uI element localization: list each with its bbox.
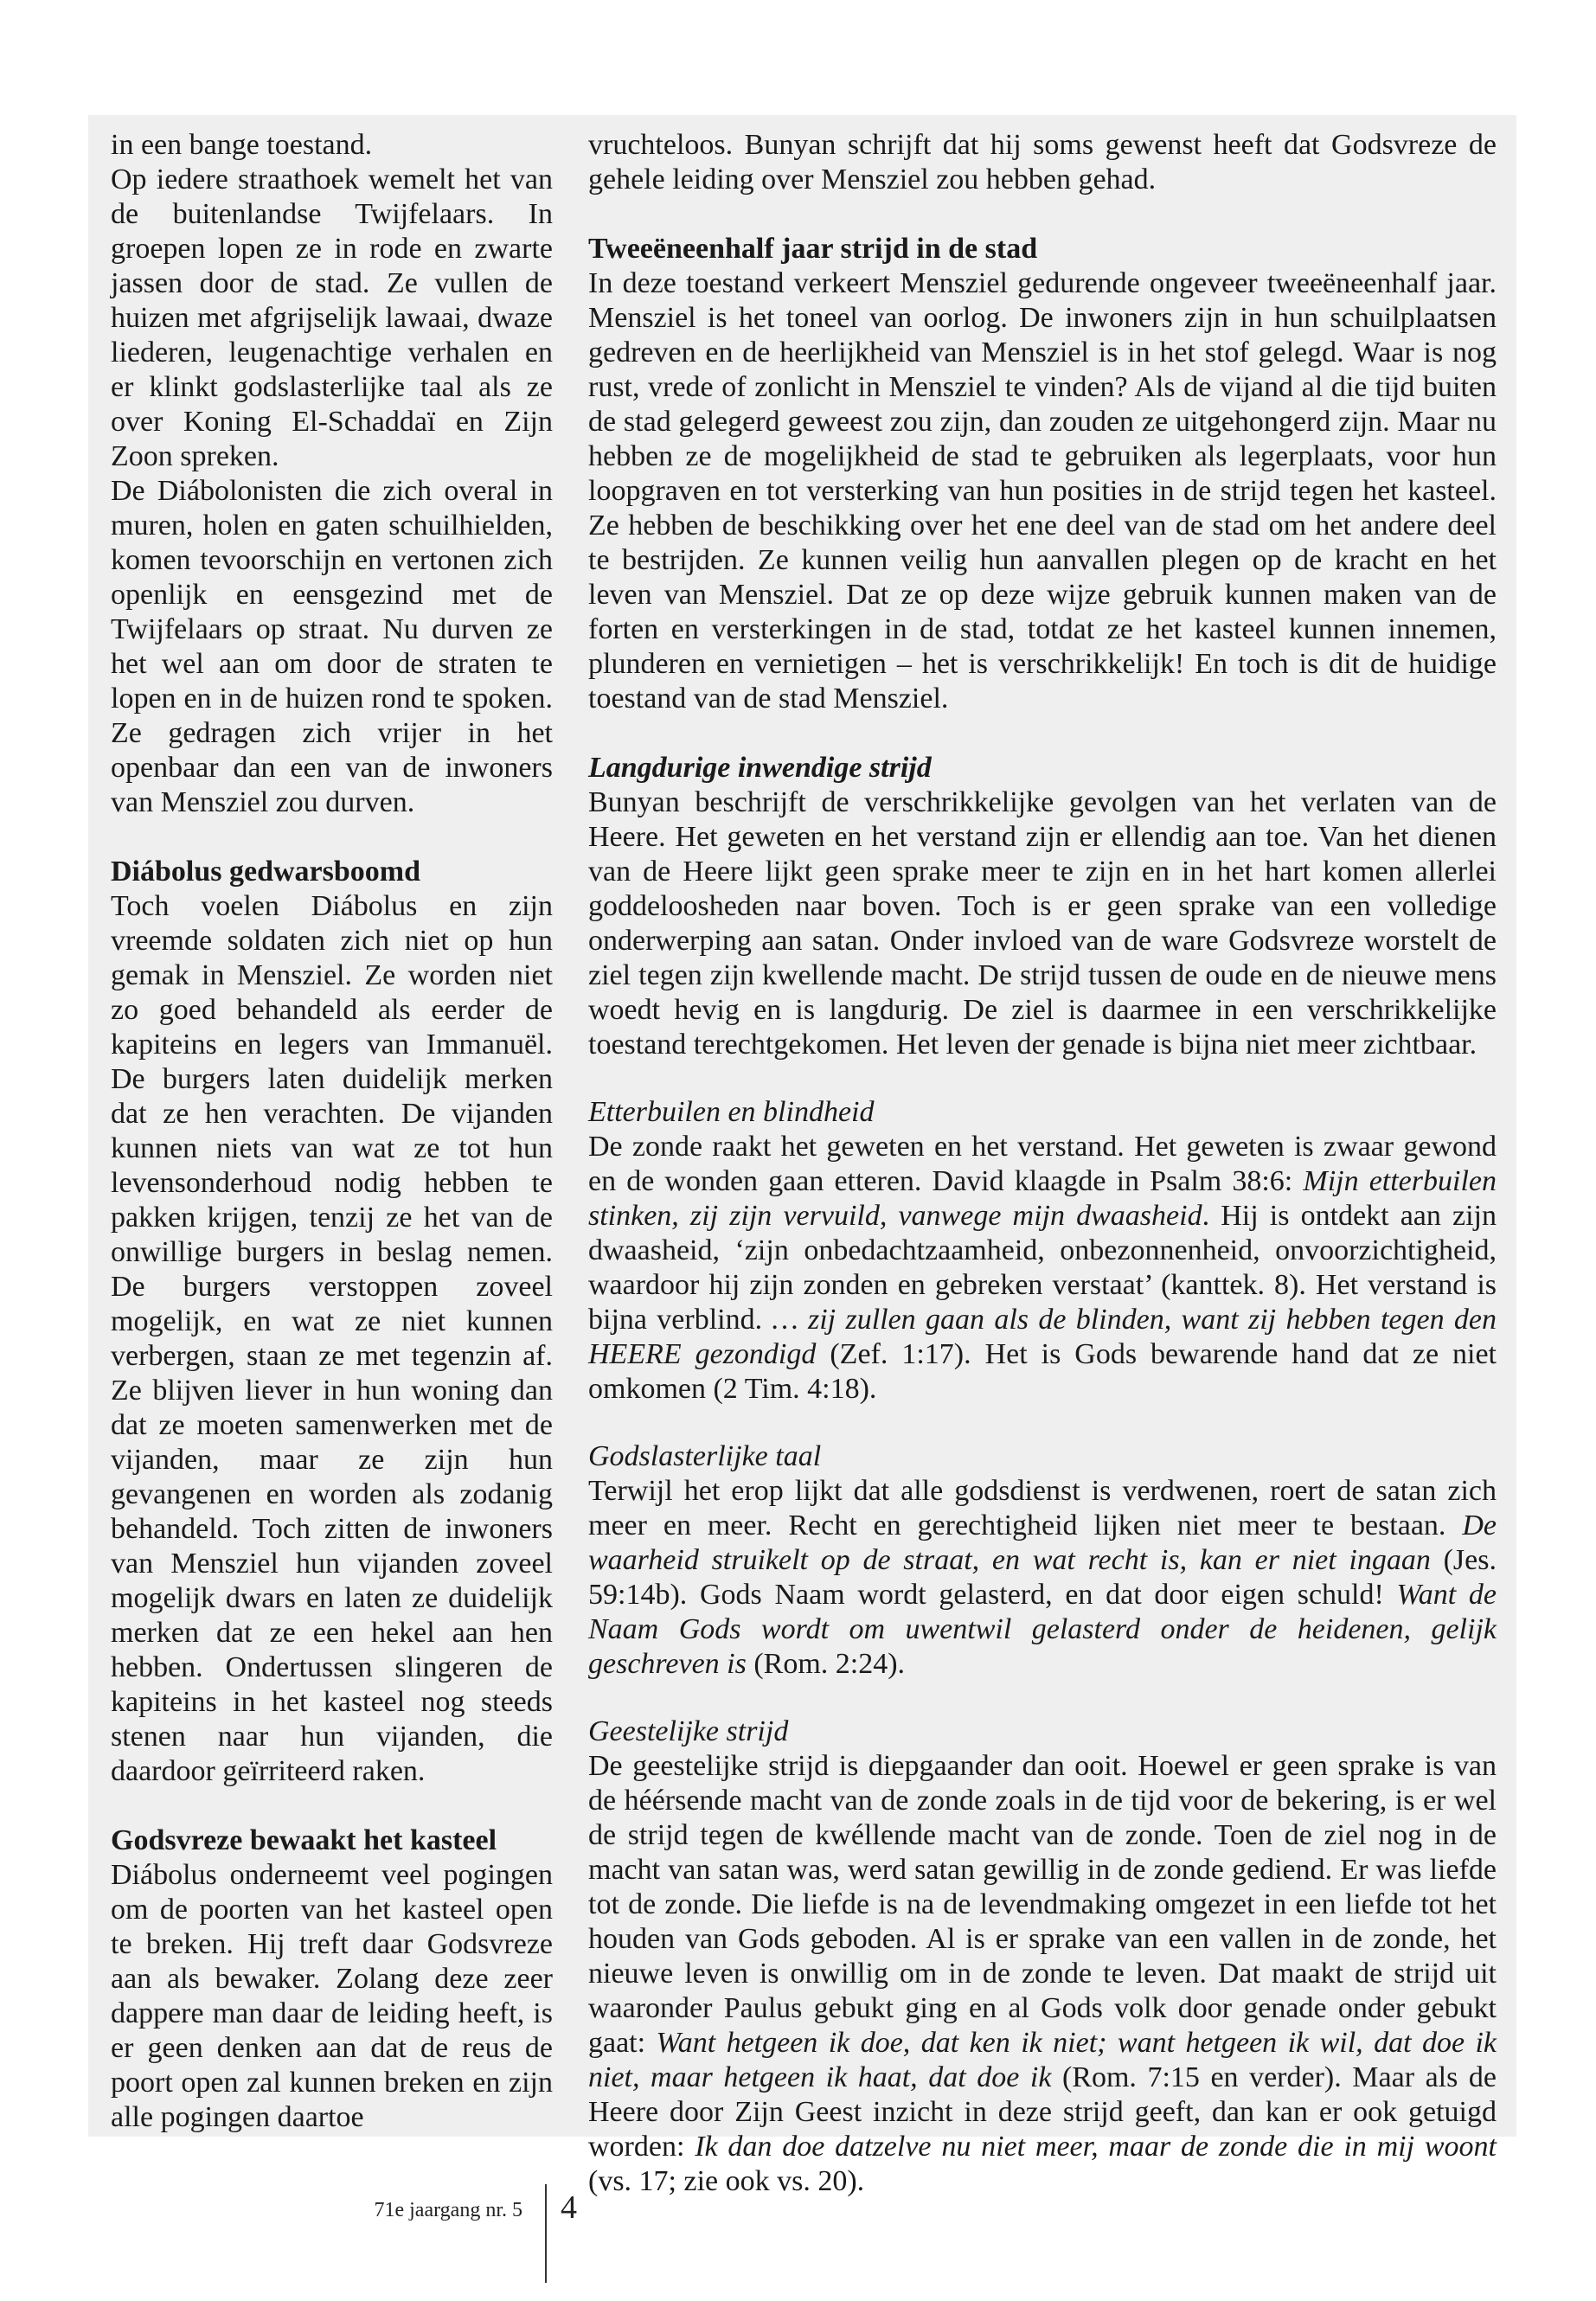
paragraph: [588, 1474, 1497, 1682]
paragraph: [588, 1749, 1497, 2199]
section-heading: Tweeëneenhalf jaar strijd in de stad: [588, 233, 1038, 265]
volume-label: 71e jaargang nr. 5: [374, 2199, 522, 2221]
text-run: Terwijl het erop lijkt dat alle godsdienst is verdwenen, roert de satan zich meer en meer. Recht en gerechtigheid lijken niet meer te bestaan.: [588, 1475, 1497, 1541]
text-run: (vs. 17; zie ook vs. 20).: [588, 2165, 865, 2197]
scripture-quote: Mijn etterbuilen stinken, zij zijn vervuild, vanwege mijn dwaasheid: [588, 1165, 1497, 1232]
scripture-quote: … zij zullen gaan als de blinden, want zij hebben tegen den HEERE gezondigd: [588, 1304, 1497, 1370]
paragraph: De Diábolonisten die zich overal in muren, holen en gaten schuilhielden, komen tevoorschijn en vertonen zich openlijk en eensgezind met de Twijfelaars op straat. Nu durven ze het wel aan om door de straten te lopen en in de huizen rond te spoken. Ze gedragen zich vrijer in het openbaar dan een van de inwoners van Mensziel zou durven.: [111, 475, 553, 818]
right-column: [588, 128, 1497, 2199]
text-run: De geestelijke strijd is diepgaander dan ooit. Hoewel er geen sprake is van de héérsende macht van de zonde zoals in de tijd voor de bekering, is er wel de strijd tegen de kwéllende macht van de zonde. Toen de ziel nog in de macht van satan was, werd satan gewillig in de zonde gediend. Er was liefde tot de zonde. Die liefde is na de levendmaking omgezet in een liefde tot het houden van Gods geboden. Al is er sprake van een vallen in de zonde, het nieuwe leven is onwillig om in de zonde te leven. Dat maakt de strijd uit waaronder Paulus gebukt ging en al Gods volk door genade onder gebukt gaat:: [588, 1750, 1497, 2059]
text-run: . Hij is ontdekt aan zijn dwaasheid, ‘zijn onbedachtzaamheid, onbezonnenheid, onvoorzichtigheid, waardoor hij zijn zonden en gebreken verstaat’ (kanttek. 8). Het verstand is bijna verblind.: [588, 1200, 1497, 1336]
paragraph: in een bange toestand.: [111, 129, 373, 161]
text-run: De zonde raakt het geweten en het verstand. Het geweten is zwaar gewond en de wonden gaan etteren. David klaagde in Psalm 38:6:: [588, 1131, 1497, 1197]
text-run: (Rom. 7:15 en verder). Maar als de Heere door Zijn Geest inzicht in deze strijd geeft, dan kan er ook getuigd worden:: [588, 2061, 1497, 2163]
scripture-quote: Ik dan doe datzelve nu niet meer, maar de zonde die in mij woont: [695, 2131, 1497, 2163]
paragraph: [588, 1130, 1497, 1407]
paragraph: In deze toestand verkeert Mensziel gedurende ongeveer tweeëneenhalf jaar. Mensziel is het toneel van oorlog. De inwoners zijn in hun schuilplaatsen gedreven en de heerlijkheid van Mensziel is in het stof gelegd. Waar is nog rust, vrede of zonlicht in Mensziel te vinden? Als de vijand al die tijd buiten de stad gelegerd geweest zou zijn, dan zouden ze uitgehongerd zijn. Maar nu hebben ze de mogelijkheid de stad te gebruiken als legerplaats, voor hun loopgraven en tot versterking van hun posities in de strijd tegen het kasteel. Ze hebben de beschikking over het ene deel van de stad om het andere deel te bestrijden. Ze kunnen veilig hun aanvallen plegen op de kracht en het leven van Mensziel. Dat ze op deze wijze gebruik kunnen maken van de forten en versterkingen in de stad, totdat ze het kasteel kunnen innemen, plunderen en vernietigen – het is verschrikkelijk! En toch is dit de huidige toestand van de stad Mensziel.: [588, 267, 1497, 715]
section-heading: Godsvreze bewaakt het kasteel: [111, 1824, 497, 1856]
paragraph: Op iedere straathoek wemelt het van de buitenlandse Twijfelaars. In groepen lopen ze in rode en zwarte jassen door de stad. Ze vullen de huizen met afgrijselijk lawaai, dwaze liederen, leugenachtige verhalen en er klinkt godslasterlijke taal als ze over Koning El-Schaddaï en Zijn Zoon spreken.: [111, 163, 553, 472]
left-column: [111, 128, 553, 2135]
paragraph: Toch voelen Diábolus en zijn vreemde soldaten zich niet op hun gemak in Mensziel. Ze worden niet zo goed behandeld als eerder de kapiteins en legers van Immanuël. De burgers laten duidelijk merken dat ze hen verachten. De vijanden kunnen niets van wat ze tot hun levensonderhoud nodig hebben te pakken krijgen, tenzij ze het van de onwillige burgers in beslag nemen. De burgers verstoppen zoveel mogelijk, en wat ze niet kunnen verbergen, staan ze met tegenzin af. Ze blijven liever in hun woning dan dat ze moeten samenwerken met de vijanden, maar ze zijn hun gevangenen en worden als zodanig behandeld. Toch zitten de inwoners van Mensziel hun vijanden zoveel mogelijk dwars en laten ze duidelijk merken dat ze een hekel aan hen hebben. Ondertussen slingeren de kapiteins in het kasteel nog steeds stenen naar hun vijanden, die daardoor geïrriteerd raken.: [111, 890, 553, 1787]
paragraph: Bunyan beschrijft de verschrikkelijke gevolgen van het verlaten van de Heere. Het geweten en het verstand zijn er ellendig aan toe. Van het dienen van de Heere lijkt geen sprake meer te zijn en in het hart komen allerlei goddeloosheden naar boven. Toch is er geen sprake van een volledige onderwerping aan satan. Onder invloed van de ware Godsvreze worstelt de ziel tegen zijn kwellende macht. De strijd tussen de oude en de nieuwe mens woedt hevig en is langdurig. De ziel is daarmee in een verschrikkelijke toestand terechtgekomen. Het leven der genade is bijna niet meer zichtbaar.: [588, 786, 1497, 1061]
paragraph: Diábolus onderneemt veel pogingen om de poorten van het kasteel open te breken. Hij treft daar Godsvreze aan als bewaker. Zolang deze zeer dappere man daar de leiding heeft, is er geen denken aan dat de reus de poort open zal kunnen breken en zijn alle pogingen daartoe: [111, 1859, 553, 2133]
section-heading: Langdurige inwendige strijd: [588, 752, 932, 784]
footer-divider: [545, 2184, 547, 2283]
subsection-heading: Etterbuilen en blindheid: [588, 1096, 875, 1128]
scripture-quote: De waarheid struikelt op de straat, en wat recht is, kan er niet ingaan: [588, 1509, 1497, 1576]
text-run: (Zef. 1:17). Het is Gods bewarende hand dat ze niet omkomen (2 Tim. 4:18).: [588, 1338, 1497, 1405]
scripture-quote: Want hetgeen ik doe, dat ken ik niet; want hetgeen ik wil, dat doe ik niet, maar hetgeen ik haat, dat doe ik: [588, 2027, 1497, 2093]
scripture-quote: Want de Naam Gods wordt om uwentwil gelasterd onder de heidenen, gelijk geschreven is: [588, 1579, 1497, 1680]
subsection-heading: Geestelijke strijd: [588, 1715, 789, 1747]
page-number: 4: [561, 2189, 577, 2226]
text-run: (Rom. 2:24).: [746, 1648, 906, 1680]
paragraph: vruchteloos. Bunyan schrijft dat hij soms gewenst heeft dat Godsvreze de gehele leiding over Mensziel zou hebben gehad.: [588, 129, 1497, 195]
subsection-heading: Godslasterlijke taal: [588, 1440, 822, 1472]
section-heading: Diábolus gedwarsboomd: [111, 856, 421, 888]
text-run: (Jes. 59:14b). Gods Naam wordt gelasterd, en dat door eigen schuld!: [588, 1544, 1497, 1611]
